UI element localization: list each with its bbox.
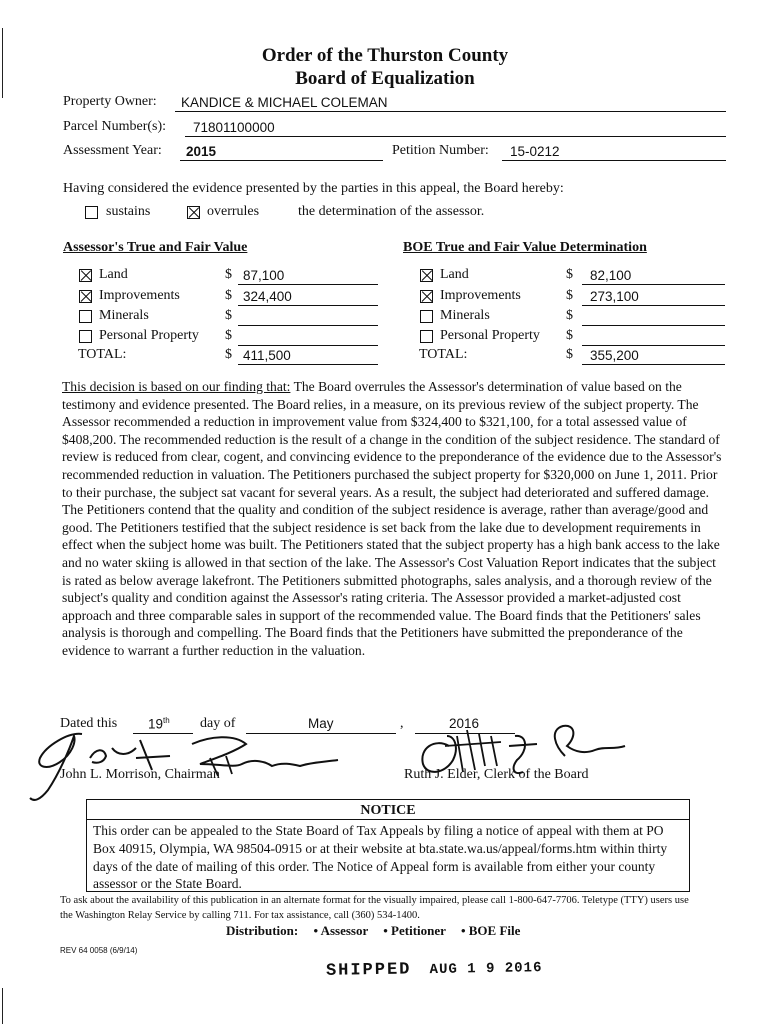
petition-label: Petition Number: [392, 143, 489, 158]
parcel-field[interactable] [185, 119, 726, 137]
dated-month: May [308, 716, 334, 731]
boe-improvements-dollar: $ [566, 288, 573, 303]
dated-day: 19 [148, 716, 164, 732]
assessor-improvements-field[interactable] [238, 288, 378, 306]
title-line-2: Board of Equalization [295, 68, 475, 89]
boe-land-field[interactable] [582, 267, 725, 285]
assessor-land-label: Land [99, 267, 128, 282]
distribution-label: Distribution: [226, 923, 299, 938]
boe-improvements-value: 273,100 [590, 289, 639, 304]
boe-minerals-checkbox[interactable] [420, 310, 433, 323]
boe-personal-property-field[interactable] [582, 328, 725, 346]
title-line-1: Order of the Thurston County [261, 45, 509, 66]
boe-personal-property-checkbox[interactable] [420, 330, 433, 343]
decision-text: The Board overrules the Assessor's determination of value based on the testimony and evidence presented. The Board relies, in a measure, on its previous review of the subject property. The Assessor recommended a reduction in improvement value from $324,400 to $321,100, for a total assessed value of $408,200. The recommended reduction is the result of a change in the condition of the subject residence. The standard of review is reduced from clear, cogent, and convincing evidence to the preponderance of the evidence due to the Assessor's recommended reduction in valuation. The Petitioners purchased the subject property for $320,000 on June 1, 2011. Prior to their purchase, the subject sat vacant for several years. As a result, the subject had deteriorated and suffered damage. The Petitioners contend that the quality and condition of the subject residence is average, rather than average/good and good. The Petitioners testified that the subject residence is set back from the lake due to development requirements in effect when the subject home was built. The Petitioners stated that the subject property has a high bank access to the lake and no water skiing is allowed in that section of the lake. The Assessor's Cost Valuation Report indicates that the subject is rated as below average lakefront. The Petitioners submitted photographs, sales analysis, and a thorough review of the subject's quality and condition against the Assessor's rating criteria. The Assessor provided a market-adjusted cost approach and three comparable sales in support of the recommended value. The Board finds that the Petitioners' sales analysis is thorough and compelling. The Board finds that the Petitioners have submitted the preponderance of the evidence to warrant a further reduction in the valuation. [62, 379, 722, 658]
year-field[interactable] [180, 143, 383, 161]
stamp-date: AUG 1 9 2016 [429, 960, 543, 979]
year-value: 2015 [186, 144, 217, 159]
decision-lead: This decision is based on our finding that: [62, 379, 291, 394]
assessor-personal-property-dollar: $ [225, 328, 232, 343]
board-tail: the determination of the assessor. [298, 204, 485, 219]
petition-value: 15-0212 [510, 144, 560, 159]
year-label: Assessment Year: [63, 143, 162, 158]
fine-print: To ask about the availability of this publication in an alternate format for the visually impaired, please call 1-800-647-7706. Teletype (TTY) users use the Washington Relay Service by calling 711. For tax assistance, call (360) 534-1400. [60, 895, 689, 921]
boe-improvements-checkbox[interactable] [420, 290, 433, 303]
assessor-minerals-checkbox[interactable] [79, 310, 92, 323]
assessor-minerals-label: Minerals [99, 308, 149, 323]
boe-total-field[interactable] [582, 347, 725, 365]
assessor-personal-property-label: Personal Property [99, 328, 199, 343]
owner-label: Property Owner: [63, 94, 157, 109]
distribution-line [226, 923, 520, 939]
assessor-total-dollar: $ [225, 347, 232, 362]
boe-minerals-dollar: $ [566, 308, 573, 323]
dated-day-suffix: th [163, 716, 170, 725]
boe-total-value: 355,200 [590, 348, 639, 363]
distribution-petitioner: • Petitioner [383, 923, 446, 938]
overrules-checkbox[interactable] [187, 206, 200, 219]
notice-box [86, 799, 690, 892]
assessor-personal-property-field[interactable] [238, 328, 378, 346]
boe-minerals-label: Minerals [440, 308, 490, 323]
parcel-label: Parcel Number(s): [63, 119, 167, 134]
assessor-land-dollar: $ [225, 267, 232, 282]
owner-field[interactable] [175, 94, 726, 112]
overrules-label: overrules [207, 204, 260, 219]
stamp-word: SHIPPED [325, 960, 412, 981]
assessor-improvements-value: 324,400 [243, 289, 292, 304]
assessor-land-field[interactable] [238, 267, 378, 285]
assessor-total-label: TOTAL: [78, 347, 127, 362]
assessor-improvements-label: Improvements [99, 288, 180, 303]
scan-margin-line [2, 988, 3, 1024]
boe-personal-property-dollar: $ [566, 328, 573, 343]
assessor-land-value: 87,100 [243, 268, 285, 283]
dated-day-of: day of [200, 716, 236, 731]
owner-value: KANDICE & MICHAEL COLEMAN [181, 95, 388, 110]
boe-land-label: Land [440, 267, 469, 282]
dated-comma: , [400, 716, 404, 731]
distribution-boe-file: • BOE File [460, 923, 521, 938]
assessor-land-checkbox[interactable] [79, 269, 92, 282]
boe-heading: BOE True and Fair Value Determination [403, 240, 647, 255]
chairman-name: John L. Morrison, Chairman [60, 767, 220, 782]
boe-personal-property-label: Personal Property [440, 328, 540, 343]
clerk-name: Ruth J. Elder, Clerk of the Board [404, 767, 589, 782]
shipped-stamp [326, 958, 543, 981]
boe-total-label: TOTAL: [419, 347, 468, 362]
assessor-personal-property-checkbox[interactable] [79, 330, 92, 343]
sustains-checkbox[interactable] [85, 206, 98, 219]
assessor-total-value: 411,500 [243, 348, 291, 363]
boe-improvements-label: Improvements [440, 288, 521, 303]
distribution-assessor: • Assessor [313, 923, 368, 938]
notice-body: This order can be appealed to the State Board of Tax Appeals by filing a notice of appeal with them at PO Box 40915, Olympia, WA 98504-0915 or at their website at bta.state.wa.us/appeal/forms.htm within thirty days of the date of mailing of this order. The Notice of Appeal form is available from either your county assessor or the State Board. [93, 823, 668, 892]
boe-improvements-field[interactable] [582, 288, 725, 306]
parcel-value: 71801100000 [193, 120, 275, 135]
boe-total-dollar: $ [566, 347, 573, 362]
assessor-minerals-dollar: $ [225, 308, 232, 323]
decision-paragraph [62, 378, 728, 660]
assessor-improvements-dollar: $ [225, 288, 232, 303]
boe-land-dollar: $ [566, 267, 573, 282]
boe-minerals-field[interactable] [582, 308, 725, 326]
dated-prefix: Dated this [60, 716, 118, 731]
assessor-heading: Assessor's True and Fair Value [63, 240, 248, 255]
dated-year: 2016 [449, 716, 480, 731]
petition-field[interactable] [502, 143, 726, 161]
notice-title: NOTICE [360, 803, 416, 818]
assessor-minerals-field[interactable] [238, 308, 378, 326]
boe-land-checkbox[interactable] [420, 269, 433, 282]
board-intro: Having considered the evidence presented by the parties in this appeal, the Board hereby: [63, 181, 564, 196]
assessor-improvements-checkbox[interactable] [79, 290, 92, 303]
assessor-total-field[interactable] [238, 347, 378, 365]
boe-land-value: 82,100 [590, 268, 632, 283]
chairman-signature [20, 718, 360, 808]
sustains-label: sustains [106, 204, 151, 219]
form-id: REV 64 0058 (6/9/14) [60, 946, 138, 955]
